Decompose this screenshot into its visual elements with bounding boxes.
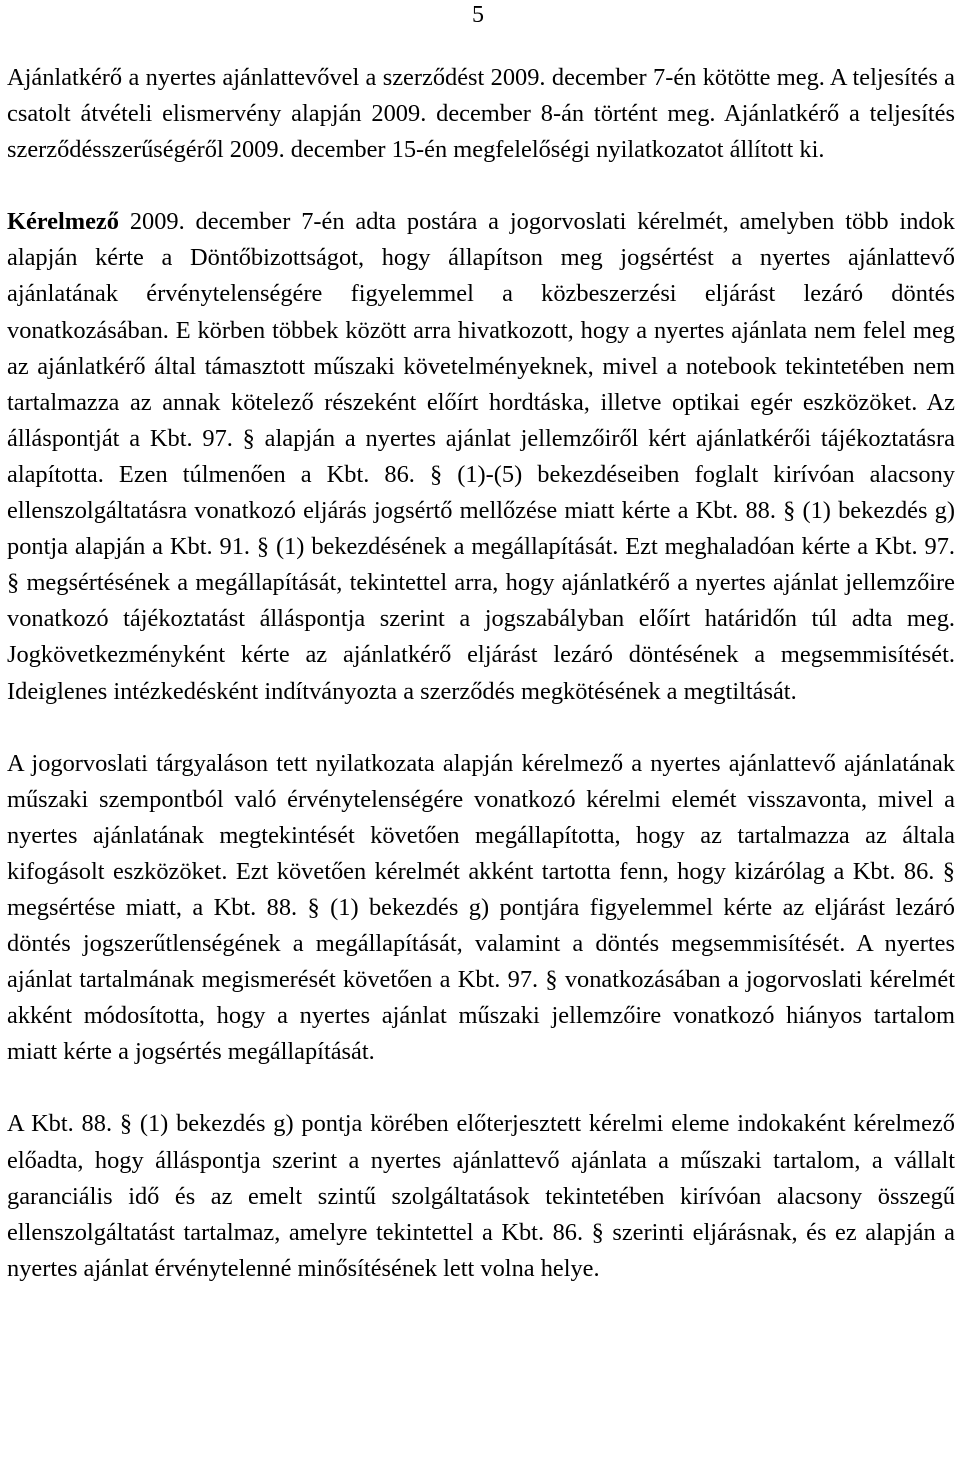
paragraph-hearing-statement xyxy=(7,746,955,1071)
paragraph-text: Ajánlatkérő a nyertes ajánlattevővel a szerződést 2009. december 7-én kötötte meg. A teljesítés a csatolt átvételi elismervény alapján 2009. december 8-án történt meg. Ajánlatkérő a teljesítés szerződésszerűségéről 2009. december 15-én megfelelőségi nyilatkozatot állított ki. xyxy=(7,64,955,164)
paragraph-kbt-88 xyxy=(7,1106,955,1286)
paragraph-applicant-request xyxy=(7,204,955,709)
page-number: 5 xyxy=(472,2,484,28)
paragraph-contract-completion xyxy=(7,60,955,168)
document-body xyxy=(7,60,955,1287)
paragraph-text: 2009. december 7-én adta postára a jogorvoslati kérelmét, amelyben több indok alapján kérte a Döntőbizottságot, hogy állapítson meg jogsértést a nyertes ajánlattevő ajánlatának érvénytelenségére figyelemmel a közbeszerzési eljárást lezáró döntés vonatkozásában. E körben többek között arra hivatkozott, hogy a nyertes ajánlata nem felel meg az ajánlatkérő által támasztott műszaki követelményeknek, mivel a notebook tekintetében nem tartalmazza az annak kötelező részeként előírt hordtáska, illetve optikai egér eszközöket. Az álláspontját a Kbt. 97. § alapján a nyertes ajánlat jellemzőiről kért ajánlatkérői tájékoztatásra alapította. Ezen túlmenően a Kbt. 86. § (1)-(5) bekezdéseiben foglalt kirívóan alacsony ellenszolgáltatásra vonatkozó eljárás jogsértő mellőzése miatt kérte a Kbt. 88. § (1) bekezdés g) pontja alapján a Kbt. 91. § (1) bekezdésének a megállapítását. Ezt meghaladóan kérte a Kbt. 97. § megsértésének a megállapítását, tekintettel arra, hogy ajánlatkérő a nyertes ajánlat jellemzőire vonatkozó tájékoztatást álláspontja szerint a jogszabályban előírt határidőn túl adta meg. Jogkövetkezményként kérte az ajánlatkérő eljárást lezáró döntésének a megsemmisítését. Ideiglenes intézkedésként indítványozta a szerződés megkötésének a megtiltását. xyxy=(7,208,955,705)
paragraph-text: A jogorvoslati tárgyaláson tett nyilatkozata alapján kérelmező a nyertes ajánlattevő ajánlatának műszaki szempontból való érvénytelenségére vonatkozó kérelmi elemét visszavonta, mivel a nyertes ajánlatának megtekintését követően megállapította, hogy az tartalmazza az általa kifogásolt eszközöket. Ezt követően kérelmét akként tartotta fenn, hogy kizárólag a Kbt. 86. § megsértése miatt, a Kbt. 88. § (1) bekezdés g) pontjára figyelemmel kérte az eljárást lezáró döntés jogszerűtlenségének a megállapítását, valamint a döntés megsemmisítését. A nyertes ajánlat tartalmának megismerését követően a Kbt. 97. § vonatkozásában a jogorvoslati kérelmét akként módosította, hogy a nyertes ajánlat műszaki jellemzőire vonatkozó hiányos tartalom miatt kérte a jogsértés megállapítását. xyxy=(7,749,955,1066)
paragraph-text: A Kbt. 88. § (1) bekezdés g) pontja körében előterjesztett kérelmi eleme indokaként kérelmező előadta, hogy álláspontja szerint a nyertes ajánlattevő ajánlata a műszaki tartalom, a vállalt garanciális idő és az emelt szintű szolgáltatások tekintetében kirívóan alacsony összegű ellenszolgáltatást tartalmaz, amelyre tekintettel a Kbt. 86. § szerinti eljárásnak, és ez alapján a nyertes ajánlat érvénytelenné minősítésének lett volna helye. xyxy=(7,1110,955,1282)
paragraph-lead-term: Kérelmező xyxy=(7,208,119,236)
